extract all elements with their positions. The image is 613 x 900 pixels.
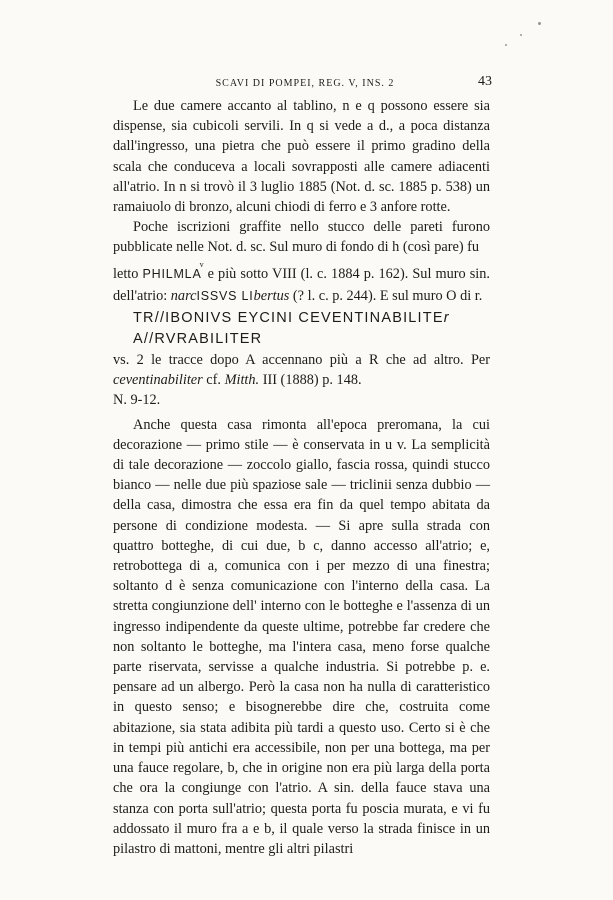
- section-heading: N. 9-12.: [113, 392, 161, 409]
- text-fragment: vs. 2 le tracce dopo A accennano più a R che ad altro. Per: [113, 352, 490, 369]
- text-fragment: cf.: [202, 372, 225, 389]
- inscription-text: TR//IBONIVS EYCINI CEVENTINABILITE: [133, 310, 444, 327]
- text-fragment: e più sotto VIII (l. c. 1884 p. 162). Sul muro sin. dell'atrio:: [113, 265, 490, 304]
- text-fragment: III (1888) p. 148.: [259, 372, 362, 389]
- italic-fragment: bertus: [253, 287, 290, 304]
- text-fragment: (? l. c. p. 244). E sul muro O di r.: [289, 287, 483, 304]
- paper-speck: [538, 22, 541, 25]
- paragraph-house-description: Anche questa casa rimonta all'epoca preromana, la cui decorazione — primo stile — è conservata in u v. La semplicità di tale decorazione — zoccolo giallo, fascia rossa, quindi stucco bianco — nelle due più spaziose sale — triclinii senza dubbio — della casa, dimostra che essa era fin da quel tempo abitata da persone di condizione modesta. — Si apre sulla strada con quattro botteghe, di cui due, b c, danno accesso all'atrio; e, retrobottega di a, comunica con i per mezzo di una finestra; soltanto d è senza comunicazione con l'interno della casa. La stretta congiunzione dell' interno con le botteghe e l'assenza di un ingresso indipendente da queste ultime, potrebbe far credere che non soltanto le botteghe, ma l'intera casa, meno forse qualche parte riservata, servisse a qualche industria. Si potrebbe p. e. pensare ad un albergo. Però la casa non ha nulla di caratteristico in questo senso; e bisognerebbe dire che, costruita come abitazione, sia stata adibita più tardi a questo uso. Certo si è che in tempi più antichi era accessibile, non per una bottega, ma per una fauce regolare, b, che in origine non era più larga della porta che ora la congiunge con l'atrio. A sin. della fauce stava una stanza con porta sull'atrio; questa porta fu poscia murata, e vi fu addossato il muro fra a e b, il quale verso la strada finisce in un pilastro di mattoni, mentre gli altri pilastri: [113, 416, 490, 857]
- paragraph-inscription-note: [113, 350, 490, 390]
- inscription-line-2: A//RVRABILITER: [133, 331, 263, 348]
- inscription-fragment: LI: [237, 288, 254, 303]
- inscription-line-1: [133, 308, 490, 329]
- running-title: SCAVI DI POMPEI, REG. V, INS. 2: [215, 78, 395, 89]
- paragraph-inscriptions-intro: Poche iscrizioni graffite nello stucco delle pareti furono pubblicate nelle Not. d. sc. Sul muro di fondo di h (così pare) fu: [113, 219, 490, 256]
- superscript-mark: v: [199, 259, 204, 269]
- page-number: 43: [478, 74, 492, 89]
- italic-fragment: Mitth.: [224, 372, 260, 389]
- paragraph-inscriptions-read: [113, 259, 490, 306]
- inscription-word: PHILMLA: [142, 266, 202, 281]
- paper-speck: [505, 44, 507, 46]
- inscription-fragment: ISSVS: [196, 288, 238, 303]
- italic-fragment: narc: [170, 287, 197, 304]
- italic-fragment: ceventinabiliter: [113, 372, 203, 389]
- body-text: [113, 96, 490, 859]
- text-fragment: letto: [113, 265, 143, 282]
- paper-speck: [520, 34, 522, 36]
- paragraph-tablino-rooms: Le due camere accanto al tablino, n e q possono essere sia dispense, sia cubicoli servili. In q si vede a d., a poca distanza dall'ingresso, una pietra che può essere il primo gradino della scala che conduceva a locali sovrapposti alle camere adiacenti all'atrio. In n si trovò il 3 luglio 1885 (Not. d. sc. 1885 p. 538) un ramaiuolo di bronzo, alcuni chiodi di ferro e 3 anfore rotte.: [113, 98, 490, 216]
- inscription-tail: r: [443, 310, 450, 327]
